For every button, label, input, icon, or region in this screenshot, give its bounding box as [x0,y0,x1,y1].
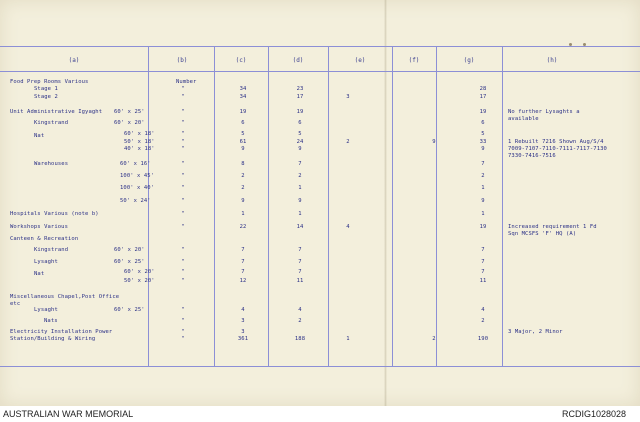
cell-b: " [181,120,185,126]
column-rule [328,46,329,366]
cell-c: 19 [239,109,247,115]
cell-d: 2 [298,318,302,324]
cell-g: 19 [479,224,487,230]
cell-g: 6 [481,120,485,126]
cell-d: 14 [296,224,304,230]
cell-g: 1 [481,185,485,191]
remark: No further Lysaghts a [508,109,580,115]
cell-c: 9 [241,146,245,152]
remark: 3 Major, 2 Minor [508,329,563,335]
cell-d: 7 [298,161,302,167]
cell-d: 7 [298,259,302,265]
row-label: Station/Building & Wiring [10,336,96,342]
column-rule [392,46,393,366]
cell-c: 3 [241,318,245,324]
remark: 1 Rebuilt 7216 Shown Aug/S/4 [508,139,604,145]
cell-g: 9 [481,146,485,152]
row-label: Workshops Various [10,224,68,230]
row-label: Electricity Installation Power [10,329,113,335]
row-label: Food Prep Rooms Various [10,79,89,85]
cell-c: 1 [241,211,245,217]
punch-hole [569,43,572,46]
cell-e: 4 [346,224,350,230]
row-label: Kingstrand [34,247,69,253]
cell-g: 11 [479,278,487,284]
cell-g: 2 [481,173,485,179]
cell-c: 8 [241,161,245,167]
cell-b: " [181,109,185,115]
cell-b: " [181,198,185,204]
column-header-h: (h) [546,57,558,64]
row-label: Miscellaneous Chapel,Post Office [10,294,120,300]
cell-b: " [181,94,185,100]
cell-g: 2 [481,318,485,324]
cell-g: 17 [479,94,487,100]
cell-d: 1 [298,185,302,191]
row-label: Stage 2 [34,94,58,100]
row-size: 60' x 25' [114,109,145,115]
remark: 7009-7107-7110-7111-7117-7130 [508,146,607,152]
row-label: etc [10,301,21,307]
row-size: 60' x 25' [114,259,145,265]
cell-g: 9 [481,198,485,204]
row-label: Hospitals Various (note b) [10,211,99,217]
cell-c: 2 [241,185,245,191]
subheader-number: Number [176,79,197,85]
row-label: Nats [44,318,58,324]
row-size: 100' x 45' [120,173,155,179]
column-header-e: (e) [354,57,366,64]
cell-g: 7 [481,269,485,275]
table-bottom-rule [0,366,640,367]
column-rule [502,46,503,366]
cell-c: 9 [241,198,245,204]
cell-b: " [181,278,185,284]
cell-d: 4 [298,307,302,313]
remark: Increased requirement 1 Fd [508,224,597,230]
row-label: Lysaght [34,259,58,265]
row-label: Unit Administrative Igyaght [10,109,103,115]
row-label: Kingstrand [34,120,69,126]
cell-g: 28 [479,86,487,92]
cell-b: " [181,185,185,191]
cell-e: 3 [346,94,350,100]
column-rule [268,46,269,366]
cell-c: 2 [241,173,245,179]
column-header-c: (c) [235,57,247,64]
cell-d: 7 [298,269,302,275]
column-header-a: (a) [68,57,80,64]
cell-d: 1 [298,211,302,217]
cell-c: 7 [241,247,245,253]
cell-d: 6 [298,120,302,126]
remark: 7330-7416-7516 [508,153,556,159]
cell-d: 23 [296,86,304,92]
remark: Sqn MCSFS 'F' HQ (A) [508,231,577,237]
remark: available [508,116,539,122]
column-rule [436,46,437,366]
row-label: Canteen & Recreation [10,236,79,242]
cell-d: 19 [296,109,304,115]
cell-c: 4 [241,307,245,313]
cell-c: 61 [239,139,247,145]
cell-d: 7 [298,247,302,253]
cell-b: " [181,318,185,324]
cell-e: 1 [346,336,350,342]
row-label: Warehouses [34,161,69,167]
row-size: 50' x 18' [124,139,155,145]
row-label: Nat [34,133,45,139]
cell-c: 22 [239,224,247,230]
cell-g: 7 [481,247,485,253]
footer-archive-name: AUSTRALIAN WAR MEMORIAL [3,409,134,419]
table-top-rule [0,46,640,47]
cell-c: 12 [239,278,247,284]
cell-g: 7 [481,161,485,167]
cell-g: 1 [481,211,485,217]
cell-b: " [181,211,185,217]
cell-g: 5 [481,131,485,137]
cell-f: 9 [432,139,436,145]
cell-e: 2 [346,139,350,145]
cell-g: 19 [479,109,487,115]
cell-d: 188 [294,336,306,342]
cell-d: 9 [298,146,302,152]
cell-b: " [181,86,185,92]
row-size: 60' x 20' [124,269,155,275]
cell-c: 7 [241,259,245,265]
row-label: Nat [34,271,45,277]
row-size: 60' x 20' [114,247,145,253]
cell-g: 33 [479,139,487,145]
cell-d: 2 [298,173,302,179]
cell-c: 3 [241,329,245,335]
cell-b: " [181,224,185,230]
row-size: 40' x 18' [124,146,155,152]
cell-d: 9 [298,198,302,204]
row-size: 100' x 40' [120,185,155,191]
cell-b: " [181,161,185,167]
cell-c: 7 [241,269,245,275]
row-size: 60' x 16' [120,161,151,167]
cell-d: 11 [296,278,304,284]
cell-b: " [181,259,185,265]
cell-b: " [181,131,185,137]
cell-c: 34 [239,94,247,100]
cell-c: 34 [239,86,247,92]
row-size: 50' x 20' [124,278,155,284]
cell-d: 24 [296,139,304,145]
row-label: Stage 1 [34,86,58,92]
cell-c: 361 [237,336,249,342]
row-size: 60' x 20' [114,120,145,126]
column-header-f: (f) [408,57,420,64]
cell-c: 6 [241,120,245,126]
cell-b: " [181,139,185,145]
cell-b: " [181,146,185,152]
column-header-d: (d) [292,57,304,64]
cell-g: 190 [477,336,489,342]
header-bottom-rule [0,71,640,72]
column-rule [148,46,149,366]
cell-g: 7 [481,259,485,265]
cell-c: 5 [241,131,245,137]
cell-b: " [181,247,185,253]
cell-g: 4 [481,307,485,313]
footer-record-id: RCDIG1028028 [562,409,627,419]
cell-d: 5 [298,131,302,137]
cell-f: 2 [432,336,436,342]
row-size: 60' x 18' [124,131,155,137]
column-header-g: (g) [463,57,475,64]
cell-d: 17 [296,94,304,100]
column-rule [214,46,215,366]
column-header-b: (b) [176,57,188,64]
cell-b: " [181,307,185,313]
row-size: 60' x 25' [114,307,145,313]
cell-b: " [181,329,185,335]
page-fold [384,0,387,406]
cell-b: " [181,173,185,179]
row-label: Lysaght [34,307,58,313]
cell-b: " [181,269,185,275]
punch-hole [583,43,586,46]
row-size: 50' x 24' [120,198,151,204]
cell-b: " [181,336,185,342]
